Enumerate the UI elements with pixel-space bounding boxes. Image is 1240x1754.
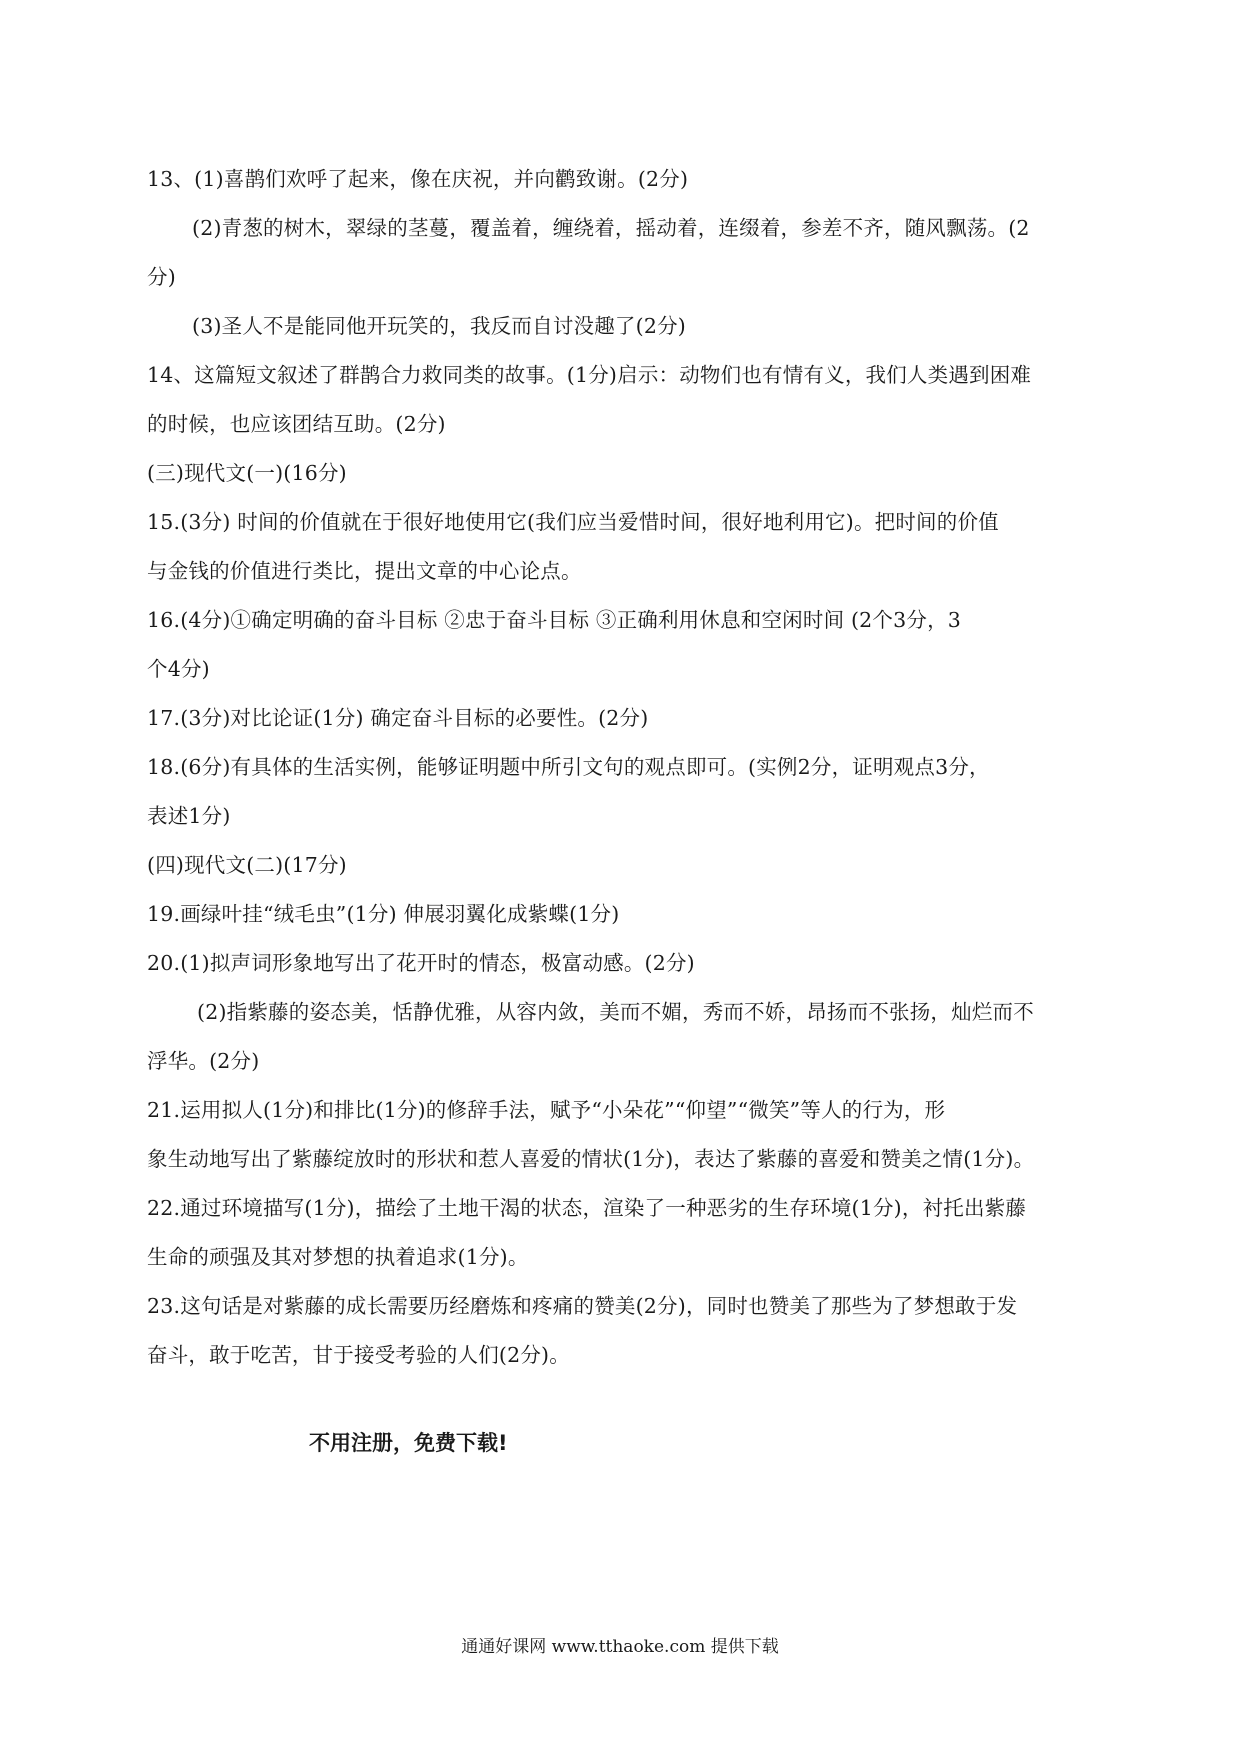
section-heading-modern-text-2: (四)现代文(二)(17分) — [147, 853, 347, 877]
answer-14-cont: 的时候，也应该团结互助。(2分) — [147, 412, 446, 436]
answer-20-2-cont: 浮华。(2分) — [147, 1049, 260, 1073]
answer-13-1: 13、(1)喜鹊们欢呼了起来，像在庆祝，并向鹳致谢。(2分) — [147, 167, 689, 191]
answer-18: 18.(6分)有具体的生活实例，能够证明题中所引文句的观点即可。(实例2分，证明观点3分， — [147, 755, 990, 779]
answer-14: 14、这篇短文叙述了群鹊合力救同类的故事。(1分)启示：动物们也有情有义，我们人类遇到困难 — [147, 363, 1032, 387]
answer-21: 21.运用拟人(1分)和排比(1分)的修辞手法，赋予“小朵花”“仰望”“微笑”等人的行为，形 — [147, 1098, 946, 1122]
answer-22-cont: 生命的顽强及其对梦想的执着追求(1分)。 — [147, 1245, 529, 1269]
answer-20-2: (2)指紫藤的姿态美，恬静优雅，从容内敛，美而不媚，秀而不娇，昂扬而不张扬，灿烂而不 — [197, 1000, 1034, 1024]
answer-15-cont: 与金钱的价值进行类比，提出文章的中心论点。 — [147, 559, 582, 583]
free-download-notice: 不用注册，免费下载! — [309, 1431, 508, 1455]
answer-16-cont: 个4分) — [147, 657, 210, 681]
answer-19: 19.画绿叶挂“绒毛虫”(1分) 伸展羽翼化成紫蝶(1分) — [147, 902, 620, 926]
answer-16: 16.(4分)①确定明确的奋斗目标 ②忠于奋斗目标 ③正确利用休息和空闲时间 (2个3分，3 — [147, 608, 962, 632]
answer-22: 22.通过环境描写(1分)，描绘了土地干渴的状态，渲染了一种恶劣的生存环境(1分)，衬托出紫藤 — [147, 1196, 1027, 1220]
answer-13-2: (2)青葱的树木，翠绿的茎蔓，覆盖着，缠绕着，摇动着，连缀着，参差不齐，随风飘荡。(2 — [192, 216, 1030, 240]
answer-key-body — [147, 155, 1099, 1380]
section-heading-modern-text-1: (三)现代文(一)(16分) — [147, 461, 347, 485]
answer-23: 23.这句话是对紫藤的成长需要历经磨炼和疼痛的赞美(2分)，同时也赞美了那些为了梦想敢于发 — [147, 1294, 1018, 1318]
answer-18-cont: 表述1分) — [147, 804, 231, 828]
answer-17: 17.(3分)对比论证(1分) 确定奋斗目标的必要性。(2分) — [147, 706, 649, 730]
answer-15: 15.(3分) 时间的价值就在于很好地使用它(我们应当爱惜时间，很好地利用它)。把时间的价值 — [147, 510, 999, 534]
page-footer: 通通好课网 www.tthaoke.com 提供下载 — [461, 1637, 779, 1657]
answer-21-cont: 象生动地写出了紫藤绽放时的形状和惹人喜爱的情状(1分)，表达了紫藤的喜爱和赞美之情(1分)。 — [147, 1147, 1035, 1171]
answer-23-cont: 奋斗，敢于吃苦，甘于接受考验的人们(2分)。 — [147, 1343, 570, 1367]
answer-20-1: 20.(1)拟声词形象地写出了花开时的情态，极富动感。(2分) — [147, 951, 695, 975]
answer-13-2-cont: 分) — [147, 265, 176, 289]
answer-13-3: (3)圣人不是能同他开玩笑的，我反而自讨没趣了(2分) — [192, 314, 686, 338]
